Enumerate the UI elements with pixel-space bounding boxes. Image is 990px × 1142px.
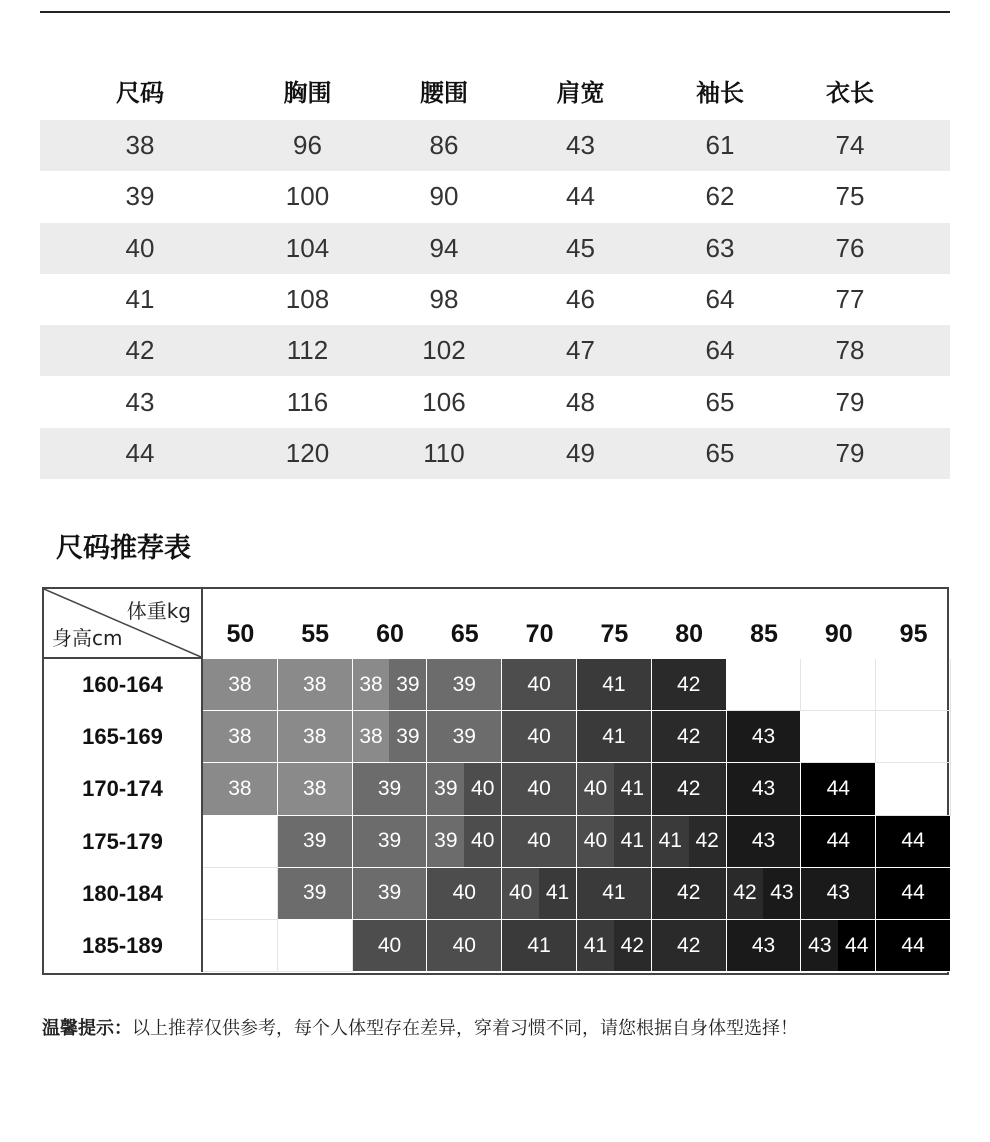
recommendation-size: 43: [801, 920, 838, 971]
weight-axis-label: 体重kg: [126, 599, 191, 623]
size-table-cell: 110: [423, 437, 465, 468]
recommendation-cell: [427, 763, 502, 815]
size-table-cell: 79: [835, 437, 865, 468]
weight-column-header: 95: [899, 620, 928, 648]
height-axis-label: 身高cm: [52, 626, 123, 650]
size-table-cell: 44: [125, 437, 155, 468]
recommendation-cell: 44: [801, 816, 876, 868]
size-table-cell: 75: [835, 181, 865, 212]
recommendation-size: 42: [614, 920, 651, 971]
recommendation-cell: 39: [278, 868, 353, 920]
recommendation-cell: [876, 711, 951, 763]
size-table-cell: 120: [285, 437, 330, 468]
recommendation-cell: 43: [727, 763, 802, 815]
header-sleeve: 袖长: [696, 78, 744, 107]
size-table-cell: 100: [285, 181, 330, 212]
size-table-cell: 112: [286, 335, 329, 366]
recommendation-cell: 43: [727, 920, 802, 972]
size-table-cell: 63: [705, 232, 735, 263]
recommendation-cell: [801, 659, 876, 711]
size-table-row: [40, 325, 950, 376]
size-table-row: [40, 376, 950, 427]
weight-column-header: 90: [824, 620, 853, 648]
recommendation-cell: 44: [801, 763, 876, 815]
recommendation-cell: 44: [876, 920, 951, 972]
recommendation-size: 41: [539, 868, 576, 919]
weight-column-header: 55: [301, 620, 330, 648]
recommendation-size: 39: [389, 711, 426, 762]
size-table-cell: 49: [566, 437, 595, 468]
recommendation-cell: 38: [203, 711, 278, 763]
weight-column-header: 70: [525, 620, 554, 648]
height-row-header: 165-169: [44, 711, 203, 763]
recommendation-size: 38: [353, 711, 390, 762]
recommendation-cell: 38: [203, 659, 278, 711]
recommendation-cell: [203, 920, 278, 972]
grid-corner-header: [44, 589, 203, 659]
recommendation-size: 43: [763, 868, 800, 919]
weight-column-header: 75: [600, 620, 629, 648]
size-table-cell: 39: [125, 181, 155, 212]
recommendation-cell: [727, 868, 802, 920]
size-table-cell: 47: [566, 335, 595, 366]
size-table-cell: 42: [125, 335, 155, 366]
recommendation-cell: 42: [652, 763, 727, 815]
size-table-cell: 96: [293, 130, 322, 161]
recommendation-cell: 42: [652, 711, 727, 763]
recommendation-cell: 40: [502, 816, 577, 868]
header-size: 尺码: [116, 78, 164, 107]
recommendation-size: 42: [689, 816, 726, 867]
recommendation-size: 39: [389, 659, 426, 710]
size-table-cell: 44: [566, 181, 595, 212]
recommendation-cell: 40: [427, 868, 502, 920]
size-table-cell: 62: [705, 181, 735, 212]
recommendation-cell: [577, 920, 652, 972]
recommendation-cell: [801, 920, 876, 972]
size-table-cell: 65: [705, 437, 735, 468]
recommendation-size: 41: [577, 920, 614, 971]
recommendation-cell: 38: [278, 763, 353, 815]
tip-note: [42, 1014, 798, 1040]
recommendation-cell: 42: [652, 868, 727, 920]
height-row-header: 175-179: [44, 816, 203, 868]
weight-column-header: 85: [750, 620, 778, 648]
recommendation-cell: [876, 659, 951, 711]
recommendation-size: 41: [614, 816, 651, 867]
size-table-cell: 65: [705, 386, 735, 417]
recommendation-size: 39: [427, 816, 464, 867]
tip-text: 以上推荐仅供参考，每个人体型存在差异，穿着习惯不同，请您根据自身体型选择！: [132, 1018, 798, 1039]
recommendation-cell: 39: [353, 763, 428, 815]
size-table-cell: 38: [125, 130, 155, 161]
size-table-row: [40, 120, 950, 171]
recommendation-cell: [427, 816, 502, 868]
header-chest: 胸围: [283, 78, 332, 107]
size-table-cell: 61: [705, 130, 735, 161]
recommendation-cell: [278, 920, 353, 972]
size-table-cell: 76: [835, 232, 865, 263]
size-measurement-table: [40, 60, 950, 479]
weight-column-header: 65: [450, 620, 479, 648]
recommendation-cell: 40: [502, 711, 577, 763]
recommendation-cell: 43: [727, 816, 802, 868]
recommendation-cell: [801, 711, 876, 763]
recommendation-size: 40: [464, 763, 501, 814]
weight-column-header: 80: [675, 620, 704, 648]
recommendation-cell: 40: [502, 763, 577, 815]
size-table-row: [40, 428, 950, 479]
recommendation-cell: 41: [577, 659, 652, 711]
recommendation-cell: [203, 868, 278, 920]
size-table-cell: 106: [422, 386, 466, 417]
height-row-header: 170-174: [44, 763, 203, 815]
size-table-cell: 94: [429, 232, 459, 263]
size-table-row: [40, 223, 950, 274]
size-table-cell: 77: [835, 284, 865, 315]
recommendation-size: 41: [614, 763, 651, 814]
height-row-header: 180-184: [44, 868, 203, 920]
recommendation-cell: 41: [577, 711, 652, 763]
size-recommendation-grid: [42, 587, 949, 975]
recommendation-cell: 41: [577, 868, 652, 920]
recommendation-cell: 42: [652, 659, 727, 711]
recommendation-cell: 40: [502, 659, 577, 711]
size-table-row: [40, 274, 950, 325]
size-table-cell: 98: [429, 284, 459, 315]
recommendation-title: 尺码推荐表: [56, 533, 191, 564]
recommendation-size: 40: [577, 816, 614, 867]
size-table-row: [40, 171, 950, 222]
recommendation-cell: 39: [353, 816, 428, 868]
recommendation-cell: [502, 868, 577, 920]
size-table-cell: 104: [285, 232, 330, 263]
size-table-cell: 43: [566, 130, 595, 161]
size-table-cell: 64: [705, 335, 735, 366]
size-table-cell: 116: [286, 386, 329, 417]
recommendation-cell: [727, 659, 802, 711]
weight-column-header: 60: [376, 620, 404, 648]
recommendation-cell: [876, 763, 951, 815]
header-length: 衣长: [826, 78, 874, 107]
recommendation-cell: 41: [502, 920, 577, 972]
size-table-cell: 43: [125, 386, 155, 417]
size-table-cell: 74: [835, 130, 865, 161]
recommendation-cell: 42: [652, 920, 727, 972]
recommendation-cell: 39: [427, 711, 502, 763]
recommendation-cell: 39: [427, 659, 502, 711]
height-row-header: 160-164: [44, 659, 203, 711]
size-table-cell: 48: [566, 386, 595, 417]
recommendation-cell: 44: [876, 816, 951, 868]
recommendation-size: 40: [464, 816, 501, 867]
recommendation-cell: [203, 816, 278, 868]
recommendation-cell: 39: [353, 868, 428, 920]
height-row-header: 185-189: [44, 920, 203, 972]
size-table-cell: 90: [429, 181, 459, 212]
recommendation-cell: 38: [203, 763, 278, 815]
recommendation-cell: 43: [801, 868, 876, 920]
top-divider: [40, 11, 950, 13]
recommendation-cell: 40: [353, 920, 428, 972]
header-shoulder: 肩宽: [556, 78, 605, 107]
tip-label: 温馨提示：: [42, 1018, 132, 1039]
size-table-header: [40, 60, 950, 120]
recommendation-cell: 39: [278, 816, 353, 868]
size-table-cell: 79: [835, 386, 865, 417]
size-table-cell: 64: [705, 284, 735, 315]
recommendation-size: 40: [502, 868, 539, 919]
recommendation-size: 42: [727, 868, 764, 919]
recommendation-cell: [577, 763, 652, 815]
recommendation-size: 41: [652, 816, 689, 867]
recommendation-size: 44: [838, 920, 875, 971]
size-table-cell: 108: [285, 284, 330, 315]
recommendation-cell: 38: [278, 659, 353, 711]
recommendation-cell: [353, 659, 428, 711]
recommendation-cell: 43: [727, 711, 802, 763]
size-table-cell: 46: [566, 284, 595, 315]
recommendation-cell: [353, 711, 428, 763]
size-table-cell: 86: [429, 130, 459, 161]
recommendation-cell: [577, 816, 652, 868]
weight-column-header: 50: [226, 620, 255, 648]
size-table-cell: 78: [835, 335, 865, 366]
recommendation-cell: 40: [427, 920, 502, 972]
recommendation-cell: 44: [876, 868, 951, 920]
recommendation-size: 38: [353, 659, 390, 710]
recommendation-size: 40: [577, 763, 614, 814]
recommendation-cell: 38: [278, 711, 353, 763]
recommendation-cell: [652, 816, 727, 868]
recommendation-size: 39: [427, 763, 464, 814]
size-table-cell: 102: [422, 335, 466, 366]
header-waist: 腰围: [420, 78, 468, 107]
size-table-cell: 45: [566, 232, 595, 263]
size-table-cell: 41: [125, 284, 155, 315]
size-table-cell: 40: [125, 232, 155, 263]
